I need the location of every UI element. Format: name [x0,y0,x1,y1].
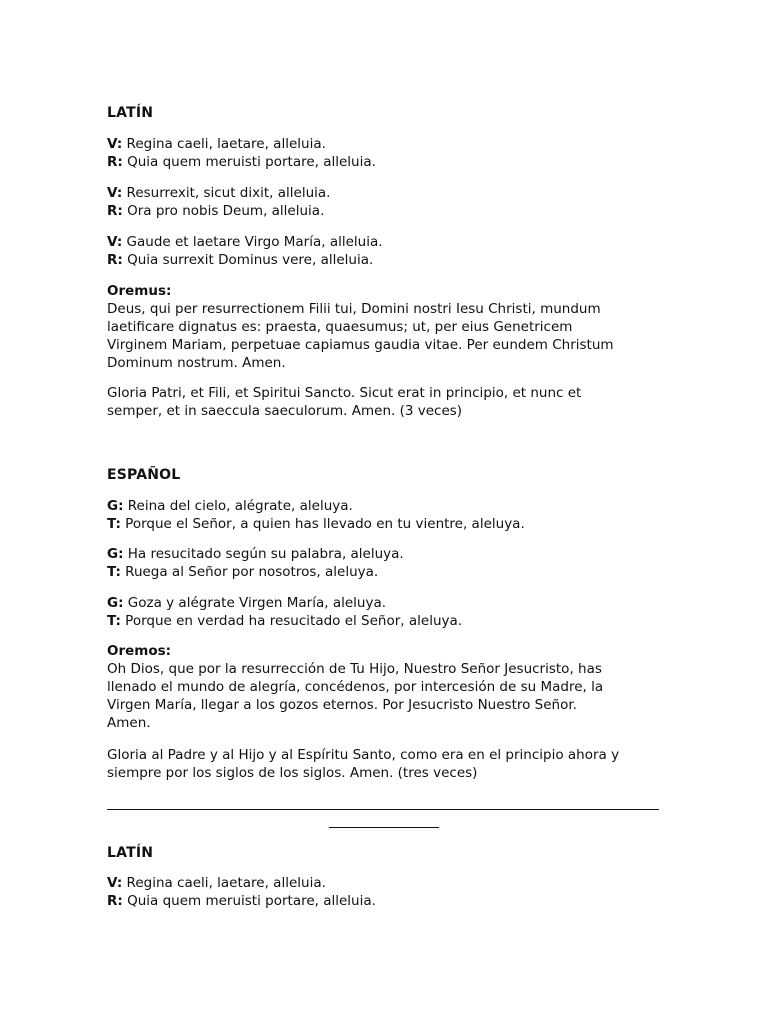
response-text: Porque el Señor, a quien has llevado en tu vientre, aleluya. [120,516,525,532]
versicle-text: Regina caeli, laetare, alleluia. [122,136,326,152]
versicle-text: Gaude et laetare Virgo María, alleluia. [122,234,383,250]
response-label: T: [107,564,121,580]
gloria-line: siempre por los siglos de los siglos. Amen. (tres veces) [107,765,478,781]
versicle-label: V: [107,875,123,891]
prayer-line: Virginem Mariam, perpetuae capiamus gaudia vitae. Per eundem Christum [107,337,614,353]
prayer-line: Amen. [107,715,151,731]
versicle-pair [107,233,383,269]
response-text: Ruega al Señor por nosotros, aleluya. [120,564,379,580]
response-label: R: [107,893,123,909]
section-heading-latin: LATÍN [107,105,154,121]
gloria-block [107,746,619,782]
prayer-title: Oremos: [107,643,172,659]
prayer-line: llenado el mundo de alegría, concédenos, por intercesión de su Madre, la [107,679,604,695]
gloria-line: Gloria al Padre y al Hijo y al Espíritu Santo, como era en el principio ahora y [107,747,620,763]
prayer-line: Dominum nostrum. Amen. [107,355,286,371]
prayer-line: Oh Dios, que por la resurrección de Tu Hijo, Nuestro Señor Jesucristo, has [107,661,602,677]
versicle-label: G: [107,595,124,611]
prayer-line: Deus, qui per resurrectionem Filii tui, Domini nostri Iesu Christi, mundum [107,301,601,317]
prayer-block [107,642,603,732]
gloria-line: semper, et in saeccula saeculorum. Amen. (3 veces) [107,403,463,419]
response-text: Quia surrexit Dominus vere, alleluia. [122,252,374,268]
versicle-text: Reina del cielo, alégrate, aleluya. [123,498,353,514]
versicle-label: V: [107,185,123,201]
response-label: T: [107,613,121,629]
gloria-block [107,384,581,420]
versicle-pair [107,545,404,581]
versicle-text: Resurrexit, sicut dixit, alleluia. [122,185,331,201]
response-label: R: [107,203,123,219]
response-text: Ora pro nobis Deum, alleluia. [122,203,325,219]
versicle-label: G: [107,546,124,562]
prayer-block [107,282,614,372]
versicle-text: Goza y alégrate Virgen María, aleluya. [123,595,387,611]
response-text: Porque en verdad ha resucitado el Señor, aleluya. [120,613,463,629]
separator-line-short [329,827,439,828]
versicle-pair [107,497,525,533]
versicle-label: G: [107,498,124,514]
versicle-label: V: [107,136,123,152]
response-text: Quia quem meruisti portare, alleluia. [122,154,376,170]
versicle-label: V: [107,234,123,250]
separator-line [107,809,659,810]
prayer-line: laetificare dignatus es: praesta, quaesumus; ut, per eius Genetricem [107,319,573,335]
prayer-title: Oremus: [107,283,172,299]
section-heading-latin: LATÍN [107,845,154,861]
versicle-text: Regina caeli, laetare, alleluia. [122,875,326,891]
response-label: R: [107,154,123,170]
response-label: R: [107,252,123,268]
versicle-text: Ha resucitado según su palabra, aleluya. [123,546,404,562]
versicle-pair [107,184,330,220]
versicle-pair [107,135,376,171]
versicle-pair [107,874,376,910]
response-text: Quia quem meruisti portare, alleluia. [122,893,376,909]
gloria-line: Gloria Patri, et Fili, et Spiritui Sancto. Sicut erat in principio, et nunc et [107,385,582,401]
response-label: T: [107,516,121,532]
section-heading-espanol: ESPAÑOL [107,467,181,483]
prayer-line: Virgen María, llegar a los gozos eternos. Por Jesucristo Nuestro Señor. [107,697,577,713]
versicle-pair [107,594,462,630]
